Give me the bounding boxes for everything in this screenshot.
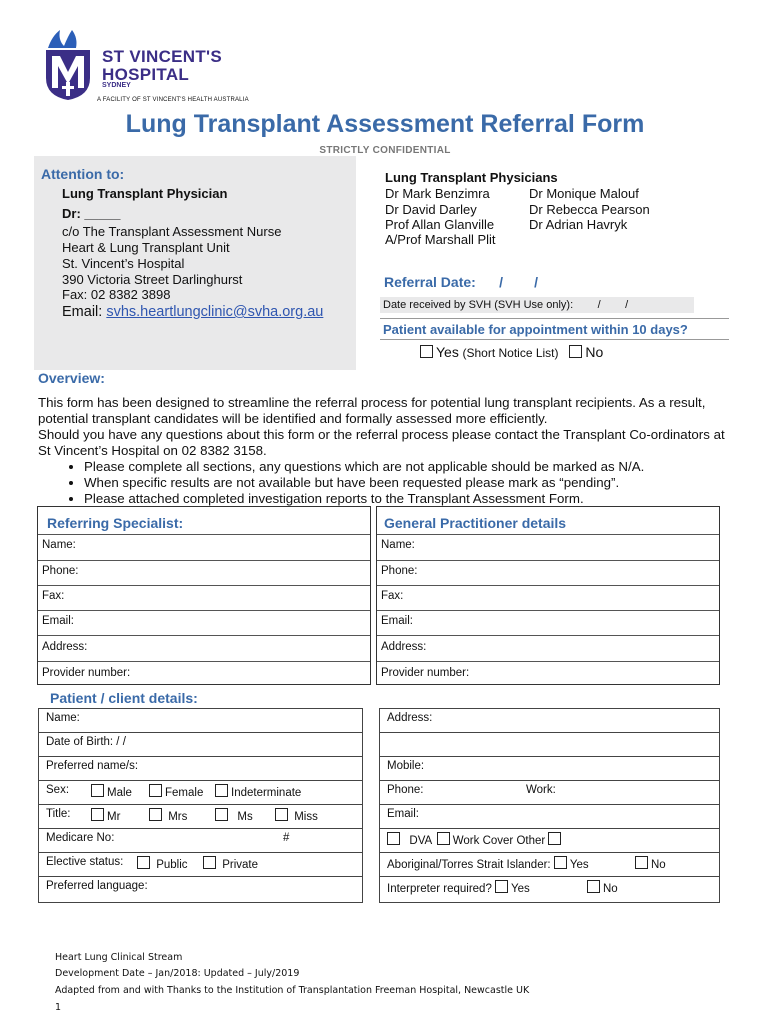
male-label: Male (107, 787, 132, 799)
referring-name-field[interactable]: Name: (38, 534, 370, 560)
gp-phone-field[interactable]: Phone: (377, 560, 719, 586)
physician-name: Dr Monique Malouf (529, 186, 639, 201)
male-checkbox[interactable] (91, 784, 104, 797)
physician-name: A/Prof Marshall Plit (385, 232, 496, 247)
yes-note: (Short Notice List) (462, 346, 559, 360)
gp-details-table (376, 506, 720, 685)
attention-line: 390 Victoria Street Darlinghurst (62, 272, 243, 287)
physician-name: Dr Rebecca Pearson (529, 202, 650, 217)
patient-address-field-2[interactable] (379, 732, 720, 757)
overview-paragraph: This form has been designed to streamline the referral process for potential lung transplant recipients. As a result, potential transplant candidates will be identified and formally assessed more efficiently. (38, 395, 706, 426)
logo-subtitle: SYDNEY (102, 82, 131, 89)
physicians-heading: Lung Transplant Physicians (385, 170, 558, 185)
indeterminate-label: Indeterminate (231, 787, 302, 799)
gp-fax-field[interactable]: Fax: (377, 585, 719, 611)
patient-elective-row (38, 852, 363, 877)
physician-name: Dr Mark Benzimra (385, 186, 490, 201)
mrs-checkbox[interactable] (149, 808, 162, 821)
other-label: Other (516, 835, 546, 847)
gp-email-field[interactable]: Email: (377, 610, 719, 636)
logo-name-line2: HOSPITAL (102, 65, 190, 84)
sex-label: Sex: (46, 784, 70, 796)
logo-name (102, 48, 222, 84)
referring-provider-field[interactable]: Provider number: (38, 661, 370, 685)
gp-heading: General Practitioner details (384, 515, 567, 531)
page-title: Lung Transplant Assessment Referral Form (125, 110, 645, 138)
footer-line: Adapted from and with Thanks to the Institution of Transplantation Freeman Hospital, Newcastle UK (55, 985, 530, 996)
list-item: • Please complete all sections, any questions which are not applicable should be marked as N/A. (84, 459, 738, 475)
referring-phone-field[interactable]: Phone: (38, 560, 370, 586)
work-label: Work: (526, 784, 556, 796)
medicare-hash: # (283, 832, 290, 844)
patient-interpreter-row (379, 876, 720, 903)
miss-checkbox[interactable] (275, 808, 288, 821)
public-checkbox[interactable] (137, 856, 150, 869)
referring-address-field[interactable]: Address: (38, 635, 370, 661)
date-received-field[interactable]: Date received by SVH (SVH Use only): / / (380, 297, 694, 313)
attention-line: St. Vincent’s Hospital (62, 256, 185, 271)
attention-box (34, 156, 356, 370)
female-label: Female (165, 787, 204, 799)
interpreter-yes-label: Yes (511, 883, 530, 895)
mrs-label: Mrs (168, 811, 188, 823)
referring-email-field[interactable]: Email: (38, 610, 370, 636)
attention-email-row (62, 304, 323, 320)
interpreter-label: Interpreter required? (387, 883, 492, 895)
overview-heading: Overview: (38, 370, 105, 386)
patient-sex-row (38, 780, 363, 805)
physician-name: Prof Allan Glanville (385, 217, 495, 232)
availability-options (420, 344, 603, 360)
miss-label: Miss (294, 811, 318, 823)
attention-heading: Attention to: (41, 166, 125, 182)
no-label: No (585, 344, 604, 360)
patient-mobile-field[interactable]: Mobile: (379, 756, 720, 781)
ms-checkbox[interactable] (215, 808, 228, 821)
footer-line: Development Date – Jan/2018: Updated – July/2019 (55, 968, 300, 979)
patient-aboriginal-row (379, 852, 720, 877)
patient-medicare-row[interactable] (38, 828, 363, 853)
aboriginal-label: Aboriginal/Torres Strait Islander: (387, 859, 551, 871)
yes-checkbox[interactable] (420, 345, 433, 358)
list-item: • When specific results are not available but have been requested please mark as “pending”. (84, 475, 738, 491)
patient-name-field[interactable]: Name: (38, 708, 363, 733)
aboriginal-yes-checkbox[interactable] (554, 856, 567, 869)
dva-checkbox[interactable] (387, 832, 400, 845)
physician-name: Dr David Darley (385, 202, 477, 217)
aboriginal-no-checkbox[interactable] (635, 856, 648, 869)
aboriginal-no-label: No (651, 859, 666, 871)
overview-text (38, 395, 738, 507)
referring-specialist-table (37, 506, 371, 685)
availability-question: Patient available for appointment within 10 days? (380, 318, 729, 340)
phone-label: Phone: (387, 784, 424, 796)
patient-dob-field[interactable]: Date of Birth: / / (38, 732, 363, 757)
attention-line: c/o The Transplant Assessment Nurse (62, 224, 282, 239)
patient-phone-row[interactable] (379, 780, 720, 805)
logo-tagline: A FACILITY OF ST VINCENT'S HEALTH AUSTRALIA (97, 97, 249, 103)
aboriginal-yes-label: Yes (569, 859, 589, 871)
other-checkbox[interactable] (548, 832, 561, 845)
medicare-label: Medicare No: (46, 832, 115, 844)
patient-preferred-name-field[interactable]: Preferred name/s: (38, 756, 363, 781)
patient-email-field[interactable]: Email: (379, 804, 720, 829)
interpreter-yes-checkbox[interactable] (495, 880, 508, 893)
title-label: Title: (46, 808, 71, 820)
gp-provider-field[interactable]: Provider number: (377, 661, 719, 685)
yes-label: Yes (436, 344, 459, 360)
referring-heading: Referring Specialist: (47, 515, 184, 531)
mr-label: Mr (107, 811, 121, 823)
dva-label: DVA (409, 835, 432, 847)
private-checkbox[interactable] (203, 856, 216, 869)
page-number: 1 (55, 1002, 62, 1013)
ms-label: Ms (237, 811, 253, 823)
patient-dva-row (379, 828, 720, 853)
logo-name-line1: ST VINCENT'S (102, 47, 223, 66)
no-checkbox[interactable] (569, 345, 582, 358)
attention-dr: Dr: _____ (62, 206, 121, 221)
physician-name: Dr Adrian Havryk (529, 217, 628, 232)
interpreter-no-checkbox[interactable] (587, 880, 600, 893)
referring-fax-field[interactable]: Fax: (38, 585, 370, 611)
workcover-label: Work Cover (452, 835, 514, 847)
workcover-checkbox[interactable] (437, 832, 450, 845)
patient-address-field[interactable]: Address: (379, 708, 720, 733)
attention-physician: Lung Transplant Physician (62, 186, 228, 201)
confidential-label: STRICTLY CONFIDENTIAL (319, 145, 451, 156)
overview-bullets (38, 459, 738, 507)
indeterminate-checkbox[interactable] (215, 784, 228, 797)
footer-line: Heart Lung Clinical Stream (55, 952, 183, 963)
patient-language-field[interactable]: Preferred language: (38, 876, 363, 903)
attention-line: Fax: 02 8382 3898 (62, 287, 171, 302)
interpreter-no-label: No (603, 883, 618, 895)
email-link[interactable]: svhs.heartlungclinic@svha.org.au (106, 304, 324, 320)
list-item: • Please attached completed investigation reports to the Transplant Assessment Form. (84, 491, 738, 507)
mr-checkbox[interactable] (91, 808, 104, 821)
gp-name-field[interactable]: Name: (377, 534, 719, 560)
referral-date-field[interactable]: Referral Date: / / (384, 274, 539, 290)
attention-line: Heart & Lung Transplant Unit (62, 240, 230, 255)
patient-title-row (38, 804, 363, 829)
overview-paragraph: Should you have any questions about this form or the referral process please contact the Transplant Co-ordinators at St Vincent’s Hospital on 02 8382 3158. (38, 427, 725, 458)
hospital-logo-icon (38, 26, 98, 102)
private-label: Private (222, 859, 258, 871)
elective-label: Elective status: (46, 856, 124, 868)
female-checkbox[interactable] (149, 784, 162, 797)
patient-heading: Patient / client details: (50, 690, 198, 706)
email-label: Email: (62, 304, 107, 320)
gp-address-field[interactable]: Address: (377, 635, 719, 661)
public-label: Public (156, 859, 188, 871)
